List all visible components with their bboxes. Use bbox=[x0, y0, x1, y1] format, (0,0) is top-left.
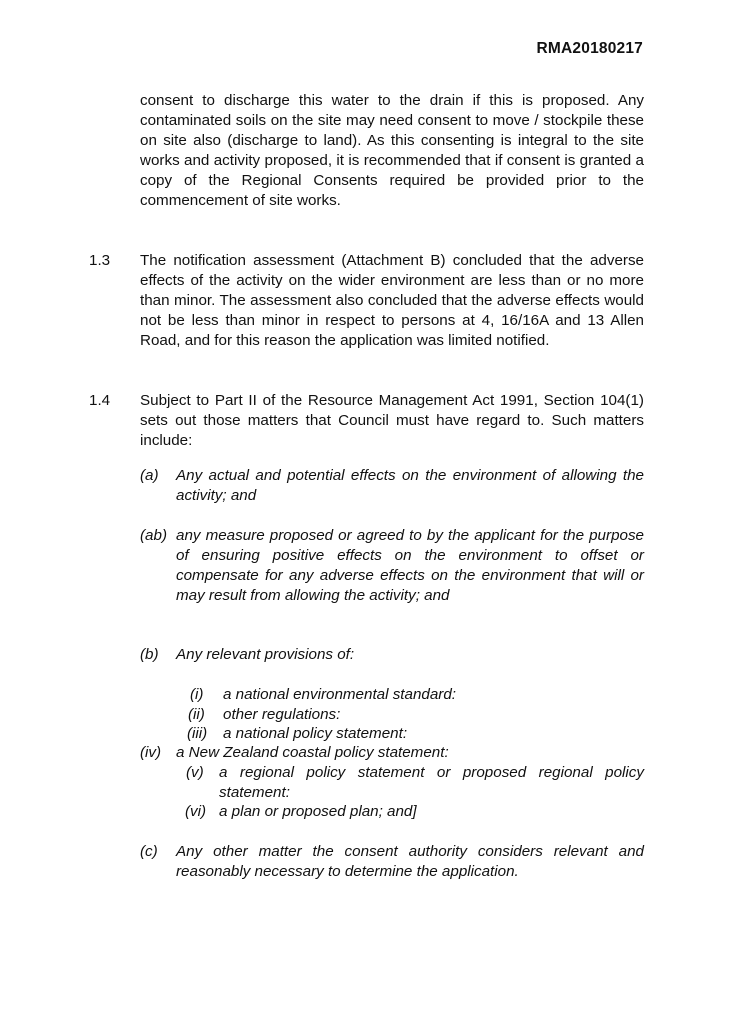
matter-c-label: (c) bbox=[140, 843, 158, 860]
section-1-3-text: The notification assessment (Attachment B) concluded that the adverse effects of the activity on the wider environment are less than or no more than minor. The assessment also concluded that the adverse effects would not be less than minor in respect to persons at 4, 16/16A and 13 Allen Road, and for this reason the application was limited notified. bbox=[140, 252, 644, 349]
matter-b-i-label: (i) bbox=[190, 686, 204, 703]
matter-a-text: Any actual and potential effects on the environment of allowing the activity; and bbox=[176, 467, 644, 504]
matter-b-label: (b) bbox=[140, 646, 159, 663]
matter-b-iii-label: (iii) bbox=[187, 725, 208, 742]
matter-b-vi-text: a plan or proposed plan; and] bbox=[219, 803, 417, 820]
matter-b-vi-label: (vi) bbox=[185, 803, 207, 820]
matter-b-v-text: a regional policy statement or proposed regional policy statement: bbox=[219, 764, 644, 801]
section-number-1-4: 1.4 bbox=[89, 392, 111, 409]
matter-b-v-label: (v) bbox=[186, 764, 204, 781]
matter-b-iv-label: (iv) bbox=[140, 744, 162, 761]
matter-b-ii-label: (ii) bbox=[188, 706, 205, 723]
matter-b-iv-text: a New Zealand coastal policy statement: bbox=[176, 744, 449, 761]
document-reference: RMA20180217 bbox=[536, 40, 643, 57]
matter-b-text: Any relevant provisions of: bbox=[176, 646, 355, 663]
matter-a-label: (a) bbox=[140, 467, 159, 484]
matter-c-text: Any other matter the consent authority considers relevant and reasonably necessary to determine the application. bbox=[176, 843, 644, 880]
matter-b-i-text: a national environmental standard: bbox=[223, 686, 457, 703]
intro-paragraph: consent to discharge this water to the drain if this is proposed. Any contaminated soils on the site may need consent to move / stockpile these on site also (discharge to land). As this consenting is integral to the site works and activity proposed, it is recommended that if consent is granted a copy of the Regional Consents required be provided prior to the commencement of site works. bbox=[140, 92, 644, 209]
section-number-1-3: 1.3 bbox=[89, 252, 111, 269]
section-1-4-text: Subject to Part II of the Resource Management Act 1991, Section 104(1) sets out those matters that Council must have regard to. Such matters include: bbox=[140, 392, 644, 449]
matter-ab-label: (ab) bbox=[140, 527, 168, 544]
matter-b-ii-text: other regulations: bbox=[223, 706, 341, 723]
matter-b-iii-text: a national policy statement: bbox=[223, 725, 408, 742]
matter-ab-text: any measure proposed or agreed to by the applicant for the purpose of ensuring positive effects on the environment to offset or compensate for any adverse effects on the environment that will or may result from allowing the activity; and bbox=[176, 527, 644, 604]
